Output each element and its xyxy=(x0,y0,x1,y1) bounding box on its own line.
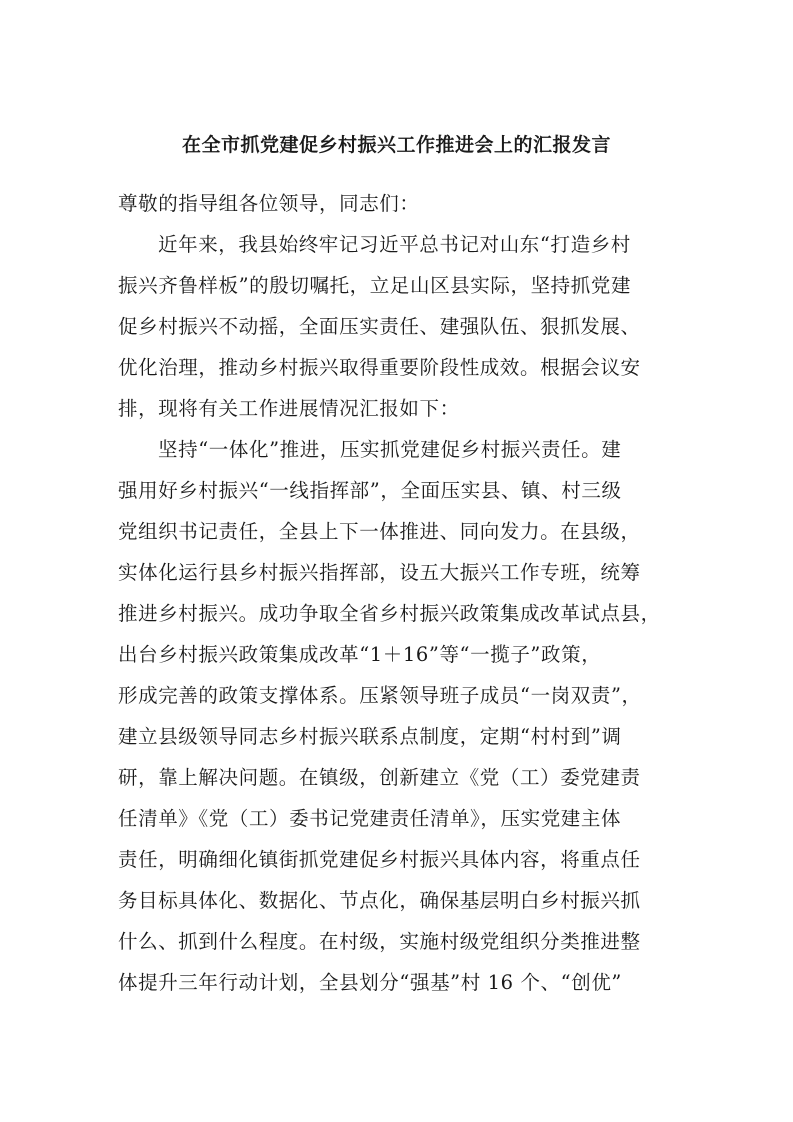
body-line: 推进乡村振兴。成功争取全省乡村振兴政策集成改革试点县， xyxy=(118,602,661,625)
body-line: 实体化运行县乡村振兴指挥部，设五大振兴工作专班，统筹 xyxy=(118,561,641,584)
body-line: 振兴齐鲁样板”的殷切嘱托，立足山区县实际，坚持抓党建 xyxy=(118,274,632,297)
salutation-line: 尊敬的指导组各位领导，同志们： xyxy=(118,192,420,215)
body-line: 坚持“一体化”推进，压实抓党建促乡村振兴责任。建 xyxy=(158,438,622,461)
body-line: 任清单》《党（工）委书记党建责任清单》，压实党建主体 xyxy=(118,807,622,830)
body-line: 体提升三年行动计划，全县划分“强基”村 16 个、“创优” xyxy=(118,971,622,994)
body-line: 出台乡村振兴政策集成改革“1＋16”等“一揽子”政策， xyxy=(118,643,602,666)
body-line: 党组织书记责任，全县上下一体推进、同向发力。在县级， xyxy=(118,520,641,543)
body-line: 优化治理，推动乡村振兴取得重要阶段性成效。根据会议安 xyxy=(118,356,641,379)
body-line: 排，现将有关工作进展情况汇报如下： xyxy=(118,397,460,420)
body-line: 近年来，我县始终牢记习近平总书记对山东“打造乡村 xyxy=(158,233,631,256)
body-line: 务目标具体化、数据化、节点化，确保基层明白乡村振兴抓 xyxy=(118,889,641,912)
body-line: 强用好乡村振兴“一线指挥部”，全面压实县、镇、村三级 xyxy=(118,479,622,502)
body-line: 促乡村振兴不动摇，全面压实责任、建强队伍、狠抓发展、 xyxy=(118,315,641,338)
body-line: 形成完善的政策支撑体系。压紧领导班子成员“一岗双责”， xyxy=(118,684,642,707)
body-line: 责任，明确细化镇街抓党建促乡村振兴具体内容，将重点任 xyxy=(118,848,641,871)
body-line: 研，靠上解决问题。在镇级，创新建立《党（工）委党建责 xyxy=(118,766,641,789)
document-title: 在全市抓党建促乡村振兴工作推进会上的汇报发言 xyxy=(181,134,611,156)
body-line: 建立县级领导同志乡村振兴联系点制度，定期“村村到”调 xyxy=(118,725,622,748)
body-line: 什么、抓到什么程度。在村级，实施村级党组织分类推进整 xyxy=(118,930,641,953)
